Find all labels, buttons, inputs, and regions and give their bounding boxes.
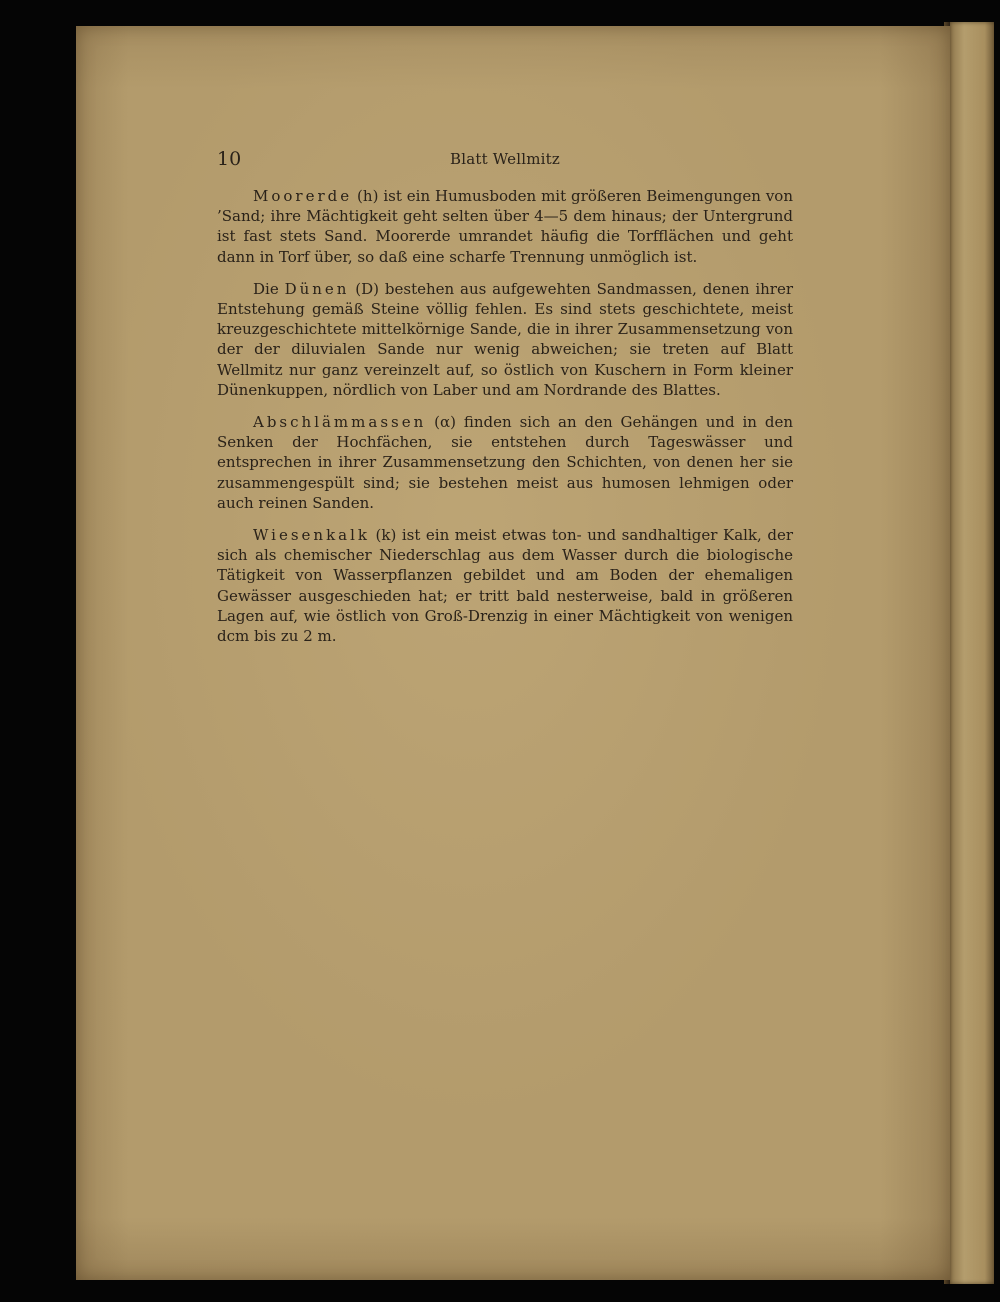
term-wiesenkalk: Wiesenkalk <box>253 526 370 545</box>
paragraph-text: (D) bestehen aus aufgewehten Sandmassen, denen ihrer Entstehung gemäß Steine völlig fehlen. Es sind stets geschichtete, meist kreuzgeschichtete mittelkörnige Sande, die in ihrer Zusammensetzung von der der diluvialen Sande nur wenig abweichen; sie treten auf Blatt Wellmitz nur ganz vereinzelt auf, so östlich von Kuschern in Form kleiner Dünenkuppen, nördlich von Laber und am Nordrande des Blattes. <box>217 279 794 399</box>
paragraph-text: (k) ist ein meist etwas ton- und sandhaltiger Kalk, der sich als chemischer Niederschlag aus dem Wasser durch die biologische Tätigkeit von Wasserpflanzen gebildet und am Boden der ehemaligen Gewässer ausgeschieden hat; er tritt bald nesterweise, bald in größeren Lagen auf, wie östlich von Groß-Drenzig in einer Mächtigkeit von wenigen dcm bis zu 2 m. <box>217 526 793 646</box>
body-text <box>217 186 793 658</box>
paragraph-lead: Die <box>253 279 285 298</box>
term-abschlaemmassen: Abschlämmassen <box>253 413 427 432</box>
page-header <box>217 148 793 172</box>
paragraph-text: (h) ist ein Humusboden mit größeren Beimengungen von ’Sand; ihre Mächtigkeit geht selten über 4—5 dem hinaus; der Untergrund ist fast stets Sand. Moorerde umrandet häufig die Torfflächen und geht dann in Torf über, so daß eine scharfe Trennung unmöglich ist. <box>217 187 793 266</box>
term-moorerde: Moorerde <box>253 187 353 205</box>
paragraph-abschlaemmassen <box>217 412 793 513</box>
paragraph-wiesenkalk <box>217 525 793 646</box>
running-title: Blatt Wellmitz <box>449 150 560 168</box>
paragraph-duenen <box>217 279 793 400</box>
page-number: 10 <box>217 148 242 170</box>
paragraph-text: (α) finden sich an den Gehängen und in den Senken der Hochfächen, sie entstehen durch Tageswässer und entsprechen in ihrer Zusammensetzung den Schichten, von denen her sie zusammengespült sind; sie bestehen meist aus humosen lehmigen oder auch reinen Sanden. <box>217 413 793 512</box>
facing-page-edge <box>948 22 994 1284</box>
paragraph-moorerde <box>217 186 793 267</box>
term-duenen: Dünen <box>284 279 350 298</box>
